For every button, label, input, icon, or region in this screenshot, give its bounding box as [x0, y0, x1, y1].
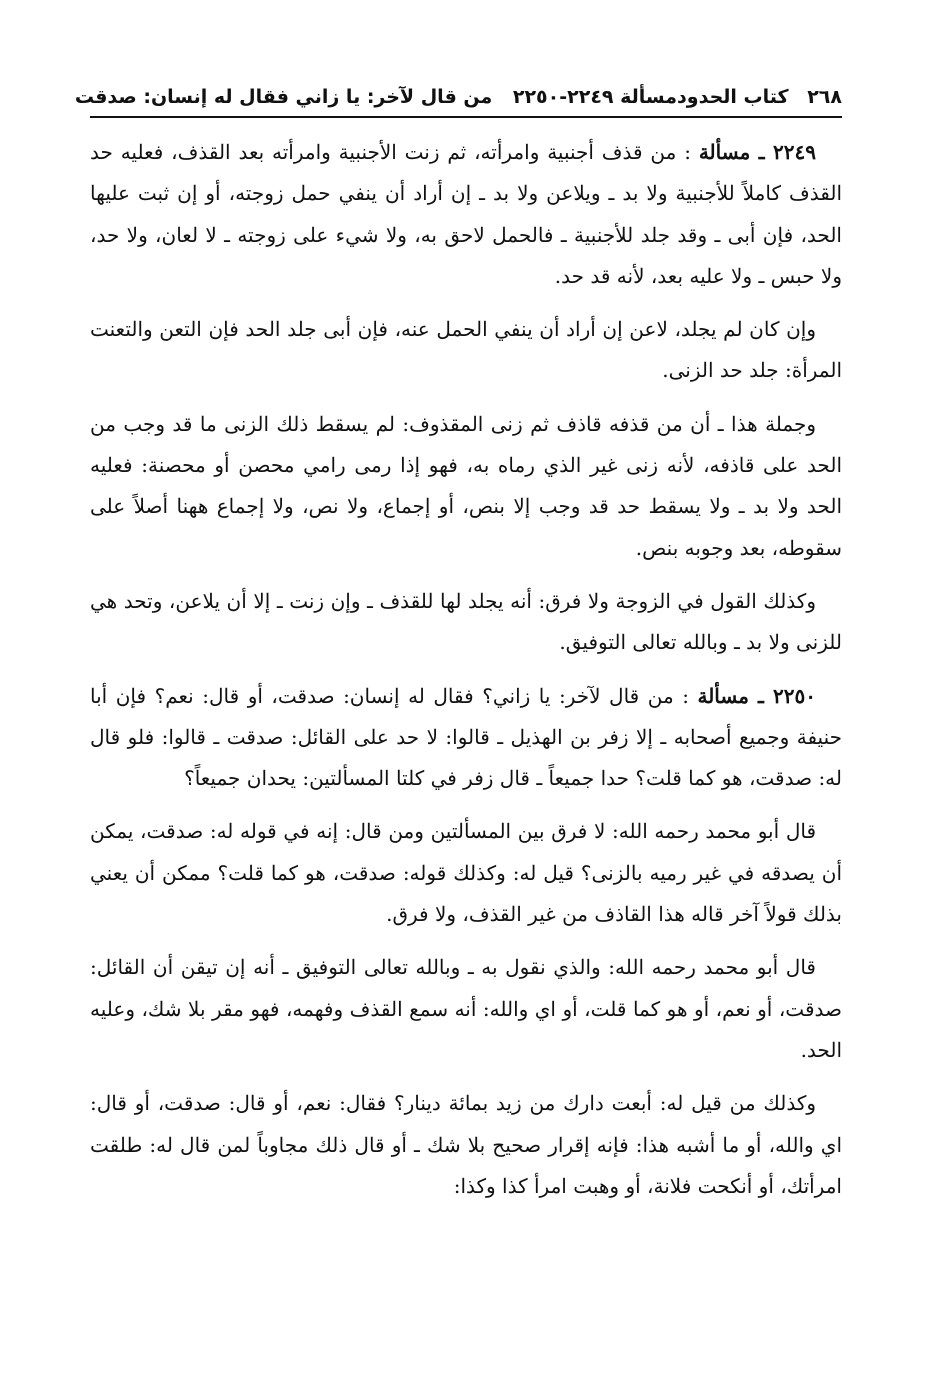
issue-range: مسألة ٢٢٤٩-٢٢٥٠ [512, 86, 678, 108]
issue-label: ٢٢٤٩ ـ مسألة [698, 140, 817, 164]
header-right-group [677, 78, 842, 116]
paragraph-text: قال أبو محمد رحمه الله: لا فرق بين المسألتين ومن قال: إنه في قوله له: صدقت، يمكن أن يصدقه في غير رميه بالزنى؟ قيل له: وكذلك قوله: صدقت، هو كما قلت؟ ممكن أن يعني بذلك قولاً آخر قاله هذا القاذف من غير القذف، ولا فرق. [90, 819, 842, 927]
paragraph-text: وكذلك القول في الزوجة ولا فرق: أنه يجلد لها للقذف ـ وإن زنت ـ إلا أن يلاعن، وتحد هي للزنى ولا بد ـ وبالله تعالى التوفيق. [90, 588, 842, 655]
paragraph-text: : من قال لآخر: يا زاني؟ فقال له إنسان: صدقت، أو قال: نعم؟ فإن أبا حنيفة وجميع أصحابه ـ إلا زفر بن الهذيل ـ قالوا: لا حد على القائل: صدقت ـ قالوا: فلو قال له: صدقت، هو كما قلت؟ حدا جميعاً ـ قال زفر في كلتا المسألتين: يحدان جميعاً؟ [90, 683, 842, 791]
paragraph-text: وجملة هذا ـ أن من قذفه قاذف ثم زنى المقذوف: لم يسقط ذلك الزنى ما قد وجب من الحد على قاذفه، لأنه زنى غير الذي رماه به، فهو إذا رمى رامي محصن أو محصنة: فعليه الحد ولا بد ـ ولا يسقط حد قد وجب إلا بنص، أو إجماع، ولا نص، ولا إجماع ههنا أصلاً على سقوطه، بعد وجوبه بنص. [90, 411, 842, 560]
running-header [74, 78, 842, 118]
book-page [74, 78, 842, 1219]
paragraph [90, 1083, 842, 1207]
paragraph-text: : من قذف أجنبية وامرأته، ثم زنت الأجنبية وامرأته بعد القذف، فعليه حد القذف كاملاً للأجنبية ولا بد ـ ويلاعن ولا بد ـ إن أراد أن ينفي حمل زوجته، أو إن ثبت عليها الحد، فإن أبى ـ وقد جلد للأجنبية ـ فالحمل لاحق به، ولا شيء على زوجته ـ لا لعان، ولا حد، ولا حبس ـ ولا عليه بعد، لأنه قد حد. [90, 140, 842, 288]
paragraph [90, 811, 842, 935]
book-title: كتاب الحدود [677, 86, 789, 108]
paragraph-issue-2250 [90, 676, 842, 800]
paragraph [90, 581, 842, 664]
paragraph-text: وإن كان لم يجلد، لاعن إن أراد أن ينفي الحمل عنه، فإن أبى جلد الحد فإن التعن والتعنت المرأة: جلد حد الزنى. [90, 317, 842, 383]
page-body [90, 132, 842, 1207]
page-number: ٢٦٨ [807, 86, 842, 108]
paragraph [90, 309, 842, 392]
paragraph-text: قال أبو محمد رحمه الله: والذي نقول به ـ وبالله تعالى التوفيق ـ أنه إن تيقن أن القائل: صدقت، أو نعم، أو هو كما قلت، أو اي والله: أنه سمع القذف وفهمه، فهو مقر بلا شك، وعليه الحد. [90, 955, 842, 1062]
paragraph-issue-2249 [90, 132, 842, 297]
paragraph [90, 947, 842, 1071]
paragraph [90, 404, 842, 569]
header-left-group [75, 78, 677, 116]
header-topic: من قال لآخر: يا زاني فقال له إنسان: صدقت [74, 86, 493, 108]
issue-label: ٢٢٥٠ ـ مسألة [697, 683, 817, 708]
paragraph-text: وكذلك من قيل له: أبعت دارك من زيد بمائة دينار؟ فقال: نعم، أو قال: صدقت، أو قال: اي والله، أو ما أشبه هذا: فإنه إقرار صحيح بلا شك ـ أو قال ذلك مجاوباً لمن قال له: طلقت امرأتك، أو أنكحت فلانة، أو وهبت امرأ كذا وكذا: [90, 1091, 842, 1198]
